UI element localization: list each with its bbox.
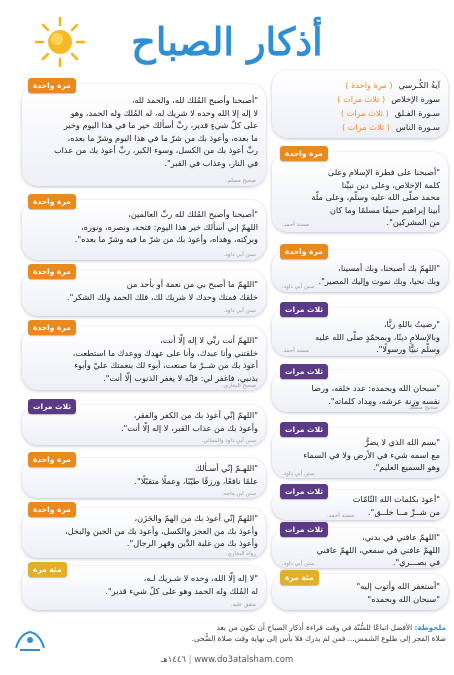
count-badge: مئة مرة [28,562,67,577]
dhikr-card [22,402,266,445]
dhikr-text: "أستغفر الله وأتوب إليه" "سبحان الله وبحمده" [356,581,440,604]
footnote-text: الأفضل اتباعًا للسُّنّة في وقت قراءة أذكار الصباح أن تكون من بعد صلاة الفجر إلى طلوع الشمس... فمن لم يدرك فلا بأس إلى نهاية وقت صلاة الضُّحى. [191,623,446,643]
dhikr-card [272,425,448,478]
footnote-label: ملحوظة: [414,623,446,632]
count-badge: ثلاث مرات [280,422,328,437]
footnote [8,622,446,644]
dhikr-source: مسند أحمد. [282,348,309,354]
dhikr-card [22,197,266,260]
dhikr-source: صحيح مسلم. [225,178,256,184]
dhikr-text: "اللهـمّ إنّي أسـألك علمًا نافعًا، ورزقًا طيّبًا، وعملًا متقبّلًا". [134,463,258,486]
dhikr-text: "رضيتُ باللهِ ربًّا، وبالإسلامِ دينًا، وبمحمّدٍ صلّى الله عليه وسلّم نبيًّا ورسولًا". [315,319,440,354]
count-badge: مرة واحدة [28,264,76,279]
dhikr-source: سنن أبي داود. [282,471,315,477]
dhikr-card-quran [272,70,448,138]
dhikr-source: مسند أحمد. [327,513,354,519]
list-item: سـورة الفـلق ( ثلاث مرات ) [340,108,440,118]
dhikr-card [272,149,448,232]
dhikr-card [272,487,448,520]
dhikr-card [272,247,448,292]
dhikr-card [22,267,266,316]
dhikr-text: "أصبحنا على فطرة الإسلام وعلى كلمة الإخلاص، وعلى دين نبيِّنا محمد صلّى الله عليه وسلّم، وعلى ملّة أبينا إبراهيم حنيفًا مسلمًا وما كان من المشركين". [311,167,440,227]
dhikr-source: مسند أحمد. [282,222,309,228]
dhikr-card [272,305,448,356]
count-badge: مرة واحدة [28,78,76,93]
dhikr-text: "اللهمّ إنّي أعوذ بك من الكفر والفقر، وأعوذ بك من عذاب القبر، لا إله إلّا أنت". [120,410,258,433]
count-badge: مرة واحدة [28,452,76,467]
dhikr-card [22,455,266,498]
page-title: أذكار الصباح [131,19,323,64]
dhikr-card [272,525,448,568]
surah-list [278,78,440,134]
dhikr-source: سنن أبي داود. [223,308,256,314]
count-badge: مرة واحدة [28,320,76,335]
dhikr-text: "اللهمّ إنّي أعوذ بك من الهمّ والحَزَن، وأعوذ بك من العجز والكسل، وأعوذ بك من الجبن والبخل، وأعوذ بك من غلبة الدَّين وقهر الرجال". [65,513,258,548]
dhikr-source: رواه البخاري. [225,551,256,557]
dhikr-text: "لا إله إلّا الله، وحده لا شـريك لـه، له المُلك وله الحمد وهو على كلّ شيء قدير". [105,573,258,596]
website-link[interactable]: www.do3atalsham.com [194,655,294,665]
dhikr-text: "اللهمّ أنت ربِّي لا إله إلّا أنت، خلقتني وأنا عبدك، وأنا على عهدك ووعدك ما استطعت، أعوذ بك من شــرّ ما صنعت، أبوء لك بنعمتك عليّ وأبوء بذنبي، فاغفر لي: فإنّه لا يغفر الذنوب إلّا أنت". [72,335,258,383]
count-badge: ثلاث مرات [280,364,328,379]
dhikr-card [22,505,266,558]
dhikr-text: "أصبحنا وأصبح المُلك لله ربِّ العالمين، اللهمّ إني أسألك خير هذا اليوم: فتحه، ونصره، ونوره، وبركته، وهداه، وأعوذ بك من شرّ ما فيه وشرّ ما بعده". [74,209,258,244]
dhikr-text: "سبحان الله وبحمده: عدد خلقه، ورضا نفسه وزِنة عرشه، ومِداد كلماته". [311,383,440,406]
list-item: سـورة الناس ( ثلاث مرات ) [341,122,440,132]
dhikr-source: سنن أبي داود. [223,252,256,258]
dhikr-text: "أصبحنا وأصبح المُلك لله، والحمد لله، لا إله إلا الله وحده لا شريك له، له المُلك وله الحمد، وهو على كلّ شيءٍ قدير، ربِّ أسألك خير ما في هذا اليوم وخير ما بعده، وأعوذ بك من شرّ ما في هذا اليوم وشرّ ما بعده، ربِّ أعوذ بك من الكسل، وسوء الكبر، ربِّ أعوذ بك من عذاب في النار، وعذاب في القبر". [53,95,258,168]
dhikr-card [272,367,448,412]
count-badge: مرة واحدة [28,194,76,209]
count-badge: مرة واحدة [28,502,76,517]
dhikr-text: "اللهمّ ما أصبح بي من نعمة أو بأحد من خلقك فمنك وحدك لا شريك لك، فلك الحمد ولك الشكر". [66,279,258,302]
dhikr-source: سنن أبي داود. [282,561,315,567]
count-badge: مرة واحدة [280,146,328,161]
count-badge: مرة واحدة [280,244,328,259]
count-badge: مئة مرة [280,570,319,585]
dhikr-text: "أعوذ بكلمات الله التّامّات من شــرِّ مــا خلــق". [352,494,440,517]
list-item: آيةُ الكُـرسي ( مرة واحدة ) [345,80,440,90]
dhikr-card [22,566,266,610]
list-item: سورة الإخلاص ( ثلاث مرات ) [337,94,440,104]
count-badge: ثلاث مرات [280,484,328,499]
dhikr-source: صحيح البخاري. [222,383,256,389]
count-badge: ثلاث مرات [280,522,328,537]
dhikr-text: "اللهمّ بك أصبحنا، وبك أمسينا، وبك نحيا، وبك نموت وإليك المصير". [318,263,440,286]
dhikr-source: سنن ابن ماجه. [222,491,256,497]
dhikr-source: متفق عليه. [230,602,256,608]
website-footer: www.do3atalsham.com | ١٤٤٦هـ [160,655,294,665]
count-badge: ثلاث مرات [28,399,76,414]
dhikr-source: سنن أبي داود. [282,284,315,290]
dhikr-text: "اللهمّ عافني في بدني، اللهمّ عافني في سمعي، اللهمّ عافني في بصـــري". [316,532,440,567]
dhikr-card [22,323,266,390]
count-badge: ثلاث مرات [280,302,328,317]
dhikr-card [272,574,448,610]
dhikr-source: سنن أبي داود والنسائي. [201,438,256,444]
dhikr-source: صحيح مسلم. [407,405,438,411]
year-label: ١٤٤٦هـ [160,655,186,665]
dhikr-text: "بسم الله الذي لا يضرُّ مع اسمه شيء في الأرض ولا في السماء وهو السميع العليم". [303,437,440,472]
dhikr-card [22,81,266,186]
